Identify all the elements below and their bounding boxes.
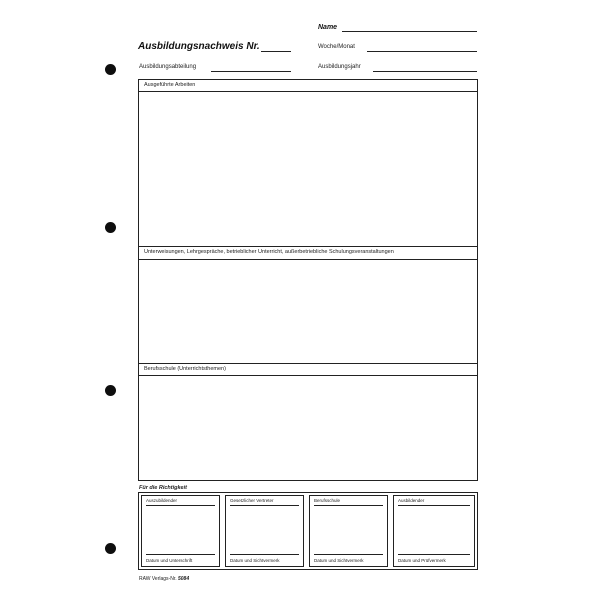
instruction-area[interactable] <box>139 260 477 362</box>
signature-box-trainer[interactable] <box>393 495 475 567</box>
signature-footline <box>398 554 470 555</box>
report-number-field[interactable] <box>261 51 291 52</box>
section-divider-2 <box>138 246 478 247</box>
signature-foot: Datum und Prüfvermerk <box>398 558 446 563</box>
signature-head: Auszubildender <box>146 498 178 503</box>
signature-headline <box>314 505 383 506</box>
signature-box-guardian[interactable] <box>225 495 304 567</box>
punch-hole-3 <box>105 385 116 396</box>
signature-head: Ausbildender <box>398 498 425 503</box>
year-label: Ausbildungsjahr <box>318 64 361 70</box>
week-label: Woche/Monat <box>318 44 355 50</box>
signature-footline <box>314 554 383 555</box>
week-field[interactable] <box>367 51 477 52</box>
signature-foot: Datum und Unterschrift <box>146 558 193 563</box>
signature-headline <box>398 505 470 506</box>
school-section-label: Berufsschule (Unterrichtsthemen) <box>144 366 226 372</box>
punch-hole-1 <box>105 64 116 75</box>
signature-headline <box>146 505 215 506</box>
signature-head: Berufsschule <box>314 498 341 503</box>
punch-hole-4 <box>105 543 116 554</box>
department-field[interactable] <box>211 71 291 72</box>
signature-foot: Datum und Sichtvermerk <box>314 558 364 563</box>
name-field[interactable] <box>342 31 477 32</box>
work-section-label: Ausgeführte Arbeiten <box>144 82 196 88</box>
publisher-note <box>139 576 189 582</box>
punch-hole-2 <box>105 222 116 233</box>
instruction-section-label: Unterweisungen, Lehrgespräche, betrieblicher Unterricht, außerbetriebliche Schulungsveranstaltungen <box>144 249 394 255</box>
section-divider-4 <box>138 363 478 364</box>
signature-headline <box>230 505 299 506</box>
signature-foot: Datum und Sichtvermerk <box>230 558 280 563</box>
signature-head: Gesetzlicher Vertreter <box>230 498 274 503</box>
signature-footline <box>146 554 215 555</box>
year-field[interactable] <box>373 71 477 72</box>
verification-title: Für die Richtigkeit <box>139 485 187 491</box>
school-area[interactable] <box>139 376 477 480</box>
department-label: Ausbildungsabteilung <box>139 64 197 70</box>
publisher-number: 5084 <box>178 576 190 582</box>
work-area[interactable] <box>139 92 477 245</box>
signature-box-trainee[interactable] <box>141 495 220 567</box>
name-label: Name <box>318 24 338 31</box>
form-title: Ausbildungsnachweis Nr. <box>138 41 260 52</box>
signature-footline <box>230 554 299 555</box>
publisher-label: RAW Verlags-Nr. <box>139 576 177 582</box>
signature-box-school[interactable] <box>309 495 388 567</box>
